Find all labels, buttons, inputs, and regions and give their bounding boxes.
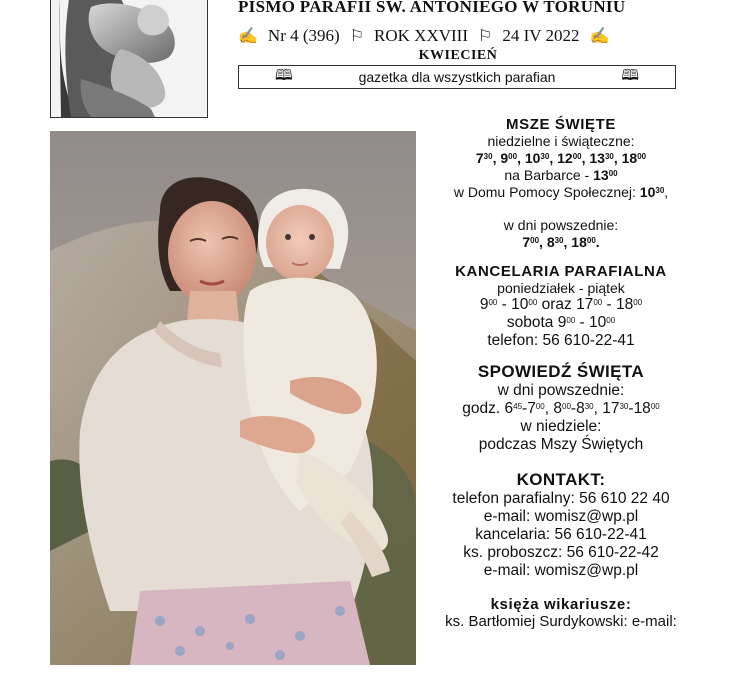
book-icon: 🕮 [275,66,293,84]
pen-icon: ✍ [589,28,610,45]
confession-sunday-text: podczas Mszy Świętych [478,436,644,453]
newsletter-title: PISMO PARAFII SW. ANTONIEGO W TORUNIU [238,0,626,16]
contact-line: e-mail: womisz@wp.pl [483,562,639,579]
issue-date: 24 IV 2022 [502,26,580,45]
flag-icon: ⚐ [478,28,493,45]
mother-with-baby-photo [50,131,416,665]
issue-line [238,26,683,46]
masses-barbarka: na Barbarce - $13^{00}$ [504,167,618,183]
office-phone: telefon: 56 610-22-41 [487,332,635,349]
pen-icon: ✍ [238,28,258,45]
info-column [416,116,706,630]
time-value: $8^{30}$ [576,400,594,417]
confession-weekday-label: w dni powszednie: [497,382,625,399]
time-value: $18^{00}$ [616,296,643,313]
time-value: $6^{45}$ [504,400,523,417]
time-value: $9^{00}$ [479,296,498,313]
tagline-text: gazetka dla wszystkich parafian [358,69,556,85]
time-value: $7^{30}$ [475,150,493,166]
contact-heading: KONTAKT: [516,470,606,489]
contact-line: e-mail: womisz@wp.pl [483,508,639,525]
time-value: $10^{30}$ [524,150,550,166]
confession-weekday-hours: godz. $6^{45}-7^{00}$, $8^{00}-8^{30}$, $17^{30}-18^{00}$ [462,400,660,417]
office-hours: $9^{00} - 10^{00}$ oraz $17^{00} - 18^{00}$ [479,296,643,313]
time-value: $8^{30}$ [546,234,564,250]
masses-sunday-label: niedzielne i świąteczne: [487,133,635,149]
time-value: $8^{00}$ [553,400,571,417]
time-value: $17^{30}$ [602,400,629,417]
masses-weekday-label: w dni powszednie: [503,217,619,233]
time-value: $18^{00}$ [571,234,596,250]
contact-line: telefon parafialny: 56 610 22 40 [452,490,670,507]
masses-heading: MSZE ŚWIĘTE [506,116,616,133]
time-value: $10^{30}$ [639,184,665,200]
time-value: $10^{00}$ [589,314,616,331]
masses-sunday-times: $7^{30}$, $9^{00}$, $10^{30}$, $12^{00}$, $13^{30}$, $18^{00}$ [475,150,647,166]
time-value: $7^{00}$ [522,234,540,250]
office-saturday: sobota $9^{00} - 10^{00}$ [506,314,616,331]
time-value: $18^{00}$ [633,400,660,417]
issue-year: ROK XXVIII [374,26,468,45]
flag-icon: ⚐ [349,28,365,45]
book-icon: 🕮 [621,66,639,84]
time-value: $17^{00}$ [576,296,603,313]
time-value: $12^{00}$ [557,150,582,166]
time-value: $13^{30}$ [589,150,614,166]
time-value: $9^{00}$ [557,314,576,331]
contact-line: ks. proboszcz: 56 610-22-42 [463,544,659,561]
masses-dps: w Domu Pomocy Społecznej: $10^{30}$, [453,184,669,200]
office-days: poniedziałek - piątek [497,280,625,296]
parish-logo [50,0,208,118]
tagline-box [238,65,676,89]
issue-number: Nr 4 (396) [267,26,340,45]
time-value: $13^{00}$ [593,167,618,183]
time-value: $7^{00}$ [527,400,545,417]
issue-month: KWIECIEŃ [418,48,498,63]
vicars-heading: księża wikariusze: [490,596,632,613]
time-value: $18^{00}$ [621,150,647,166]
contact-line: kancelaria: 56 610-22-41 [475,526,647,543]
confession-sunday-label: w niedziele: [520,418,602,435]
office-heading: KANCELARIA PARAFIALNA [455,263,667,280]
time-value: $10^{00}$ [511,296,538,313]
time-value: $9^{00}$ [500,150,518,166]
vicar-line: ks. Bartłomiej Surdykowski: e-mail: [445,613,677,630]
masses-weekday-times: $7^{00}$, $8^{30}$, $18^{00}$. [522,234,600,250]
confession-heading: SPOWIEDŹ ŚWIĘTA [477,362,645,381]
